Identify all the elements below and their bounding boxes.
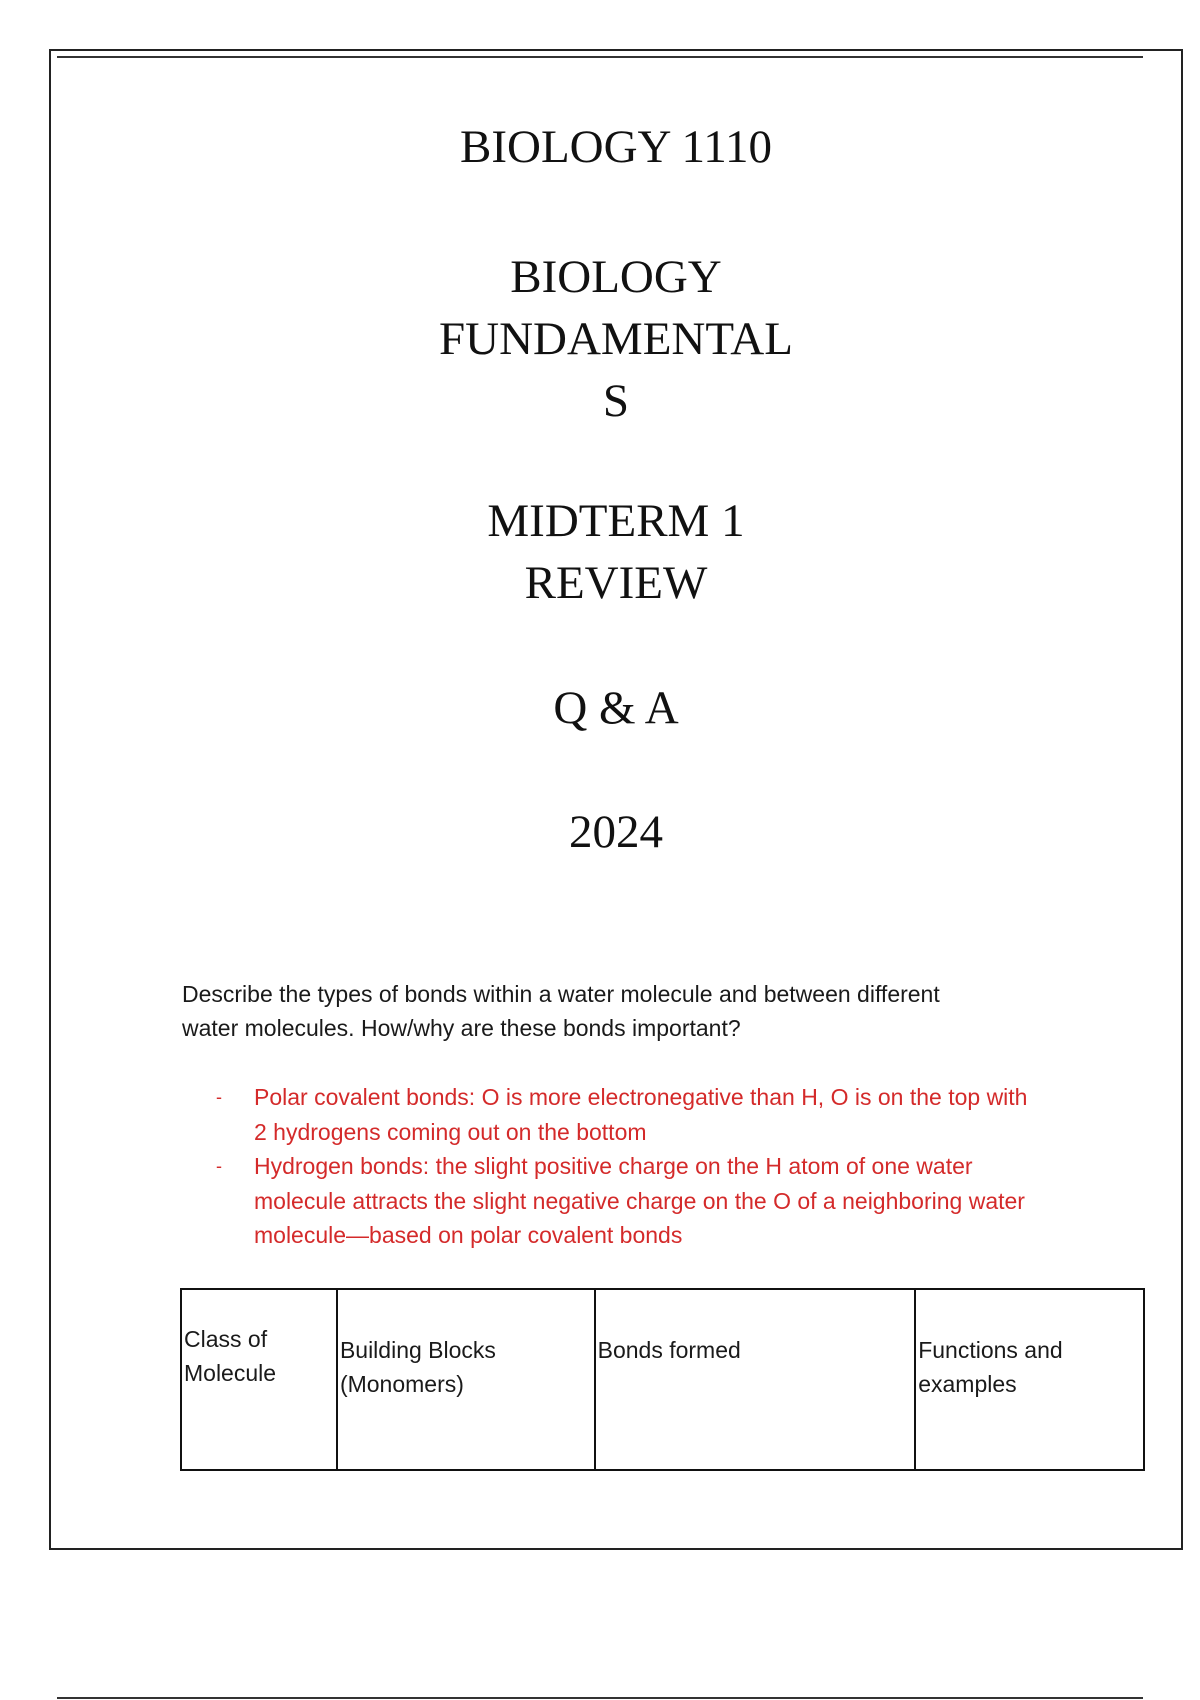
subject-title-line: FUNDAMENTAL bbox=[439, 313, 793, 365]
format-title: Q & A bbox=[553, 682, 679, 734]
header-building-blocks: Building Blocks (Monomers) bbox=[337, 1289, 595, 1470]
exam-title-line: REVIEW bbox=[524, 557, 708, 609]
header-functions-examples: Functions and examples bbox=[915, 1289, 1144, 1470]
course-title: BIOLOGY 1110 bbox=[460, 121, 772, 173]
subject-title-line: BIOLOGY bbox=[510, 251, 722, 303]
dash-bullet: - bbox=[216, 1087, 222, 1107]
answer-item bbox=[216, 1080, 1036, 1149]
answer-text: Polar covalent bonds: O is more electronegative than H, O is on the top with 2 hydrogens coming out on the bottom bbox=[254, 1084, 1028, 1145]
year-title: 2024 bbox=[569, 806, 663, 858]
dash-bullet: - bbox=[216, 1156, 222, 1176]
molecule-table bbox=[180, 1288, 1145, 1471]
answer-text: Hydrogen bonds: the slight positive charge on the H atom of one water molecule attracts the slight negative charge on the O of a neighboring water molecule—based on polar covalent bonds bbox=[254, 1153, 1025, 1248]
subject-title-line: S bbox=[602, 375, 630, 427]
question-text: Describe the types of bonds within a water molecule and between different water molecules. How/why are these bonds important? bbox=[182, 981, 940, 1041]
header-class-of-molecule: Class of Molecule bbox=[181, 1289, 337, 1470]
exam-title bbox=[0, 490, 1200, 614]
table-header-row bbox=[181, 1289, 1144, 1470]
answer-list bbox=[216, 1080, 1036, 1253]
exam-title-line: MIDTERM 1 bbox=[487, 495, 745, 547]
subject-title bbox=[0, 246, 1200, 432]
header-rule bbox=[57, 56, 1143, 58]
header-bonds-formed: Bonds formed bbox=[595, 1289, 916, 1470]
footer-rule bbox=[57, 1697, 1143, 1699]
answer-item bbox=[216, 1149, 1036, 1253]
